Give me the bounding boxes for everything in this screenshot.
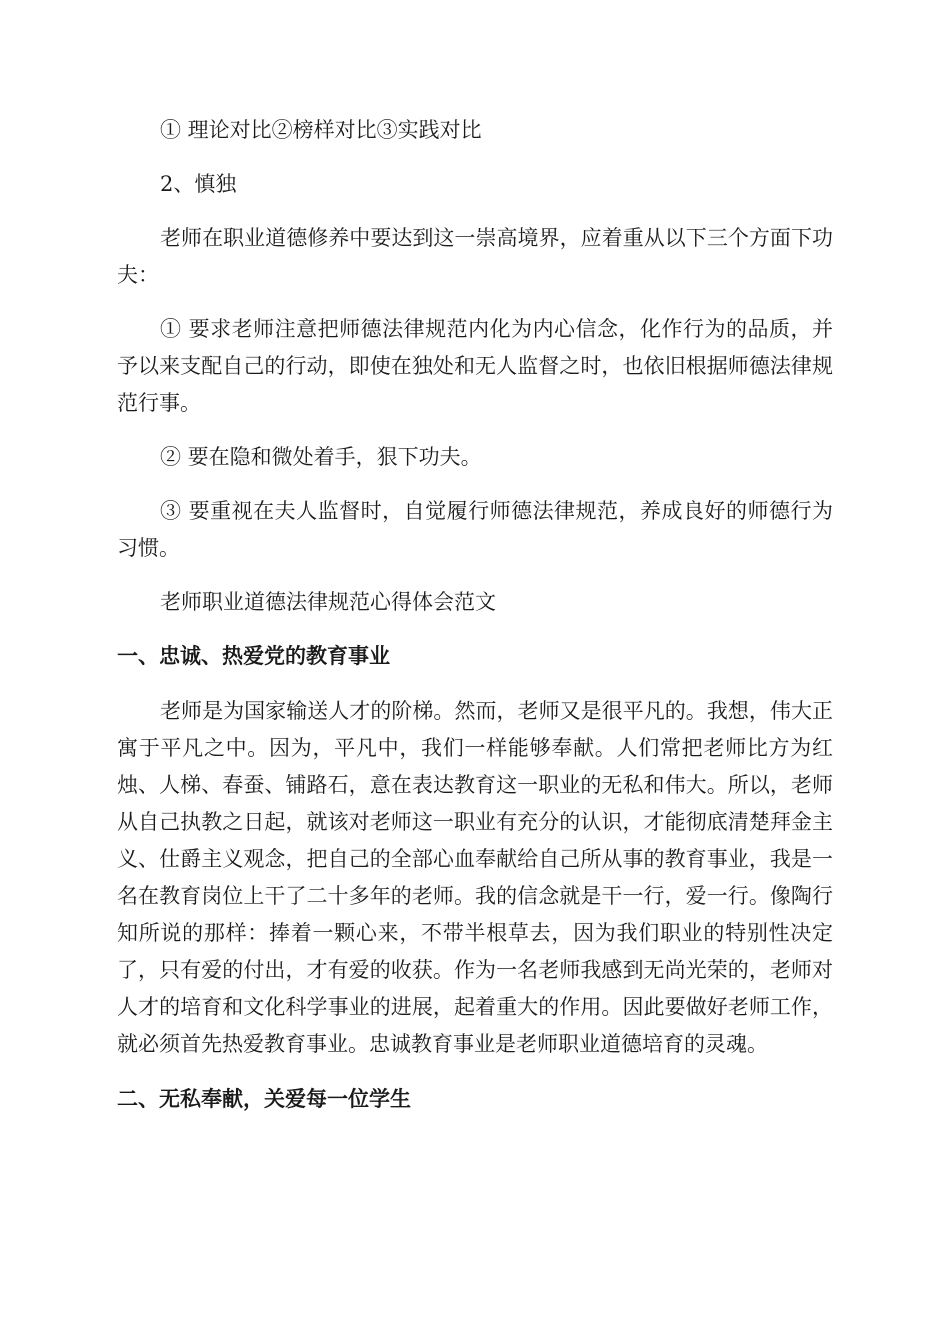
paragraph-point-1: ① 要求老师注意把师德法律规范内化为内心信念，化作行为的品质，并予以来支配自己的行动，即使在独处和无人监督之时，也依旧根据师德法律规范行事。 <box>117 317 833 415</box>
heading-section-1: 一、忠诚、热爱党的教育事业 <box>117 644 390 668</box>
document-page <box>117 112 833 1118</box>
heading-section-2: 二、无私奉献，关爱每一位学生 <box>117 1087 411 1111</box>
paragraph-intro: 老师在职业道德修养中要达到这一崇高境界，应着重从以下三个方面下功夫： <box>117 226 833 287</box>
paragraph-point-2: ② 要在隐和微处着手，狠下功夫。 <box>160 445 482 469</box>
section-heading-shendu: 2、慎独 <box>160 172 237 196</box>
paragraph-body-1: 老师是为国家输送人才的阶梯。然而，老师又是很平凡的。我想，伟大正寓于平凡之中。因为，平凡中，我们一样能够奉献。人们常把老师比方为红烛、人梯、春蚕、铺路石，意在表达教育这一职业的无私和伟大。所以，老师从自己执教之日起，就该对老师这一职业有充分的认识，才能彻底清楚拜金主义、仕爵主义观念，把自己的全部心血奉献给自己所从事的教育事业，我是一名在教育岗位上干了二十多年的老师。我的信念就是干一行，爱一行。像陶行知所说的那样：捧着一颗心来，不带半根草去，因为我们职业的特别性决定了，只有爱的付出，才有爱的收获。作为一名老师我感到无尚光荣的，老师对人才的培育和文化科学事业的进展，起着重大的作用。因此要做好老师工作，就必须首先热爱教育事业。忠诚教育事业是老师职业道德培育的灵魂。 <box>117 699 833 1056</box>
paragraph-point-3: ③ 要重视在夫人监督时，自觉履行师德法律规范，养成良好的师德行为习惯。 <box>117 499 833 560</box>
comparison-methods-list: ① 理论对比②榜样对比③实践对比 <box>160 118 482 142</box>
essay-title: 老师职业道德法律规范心得体会范文 <box>160 590 496 614</box>
